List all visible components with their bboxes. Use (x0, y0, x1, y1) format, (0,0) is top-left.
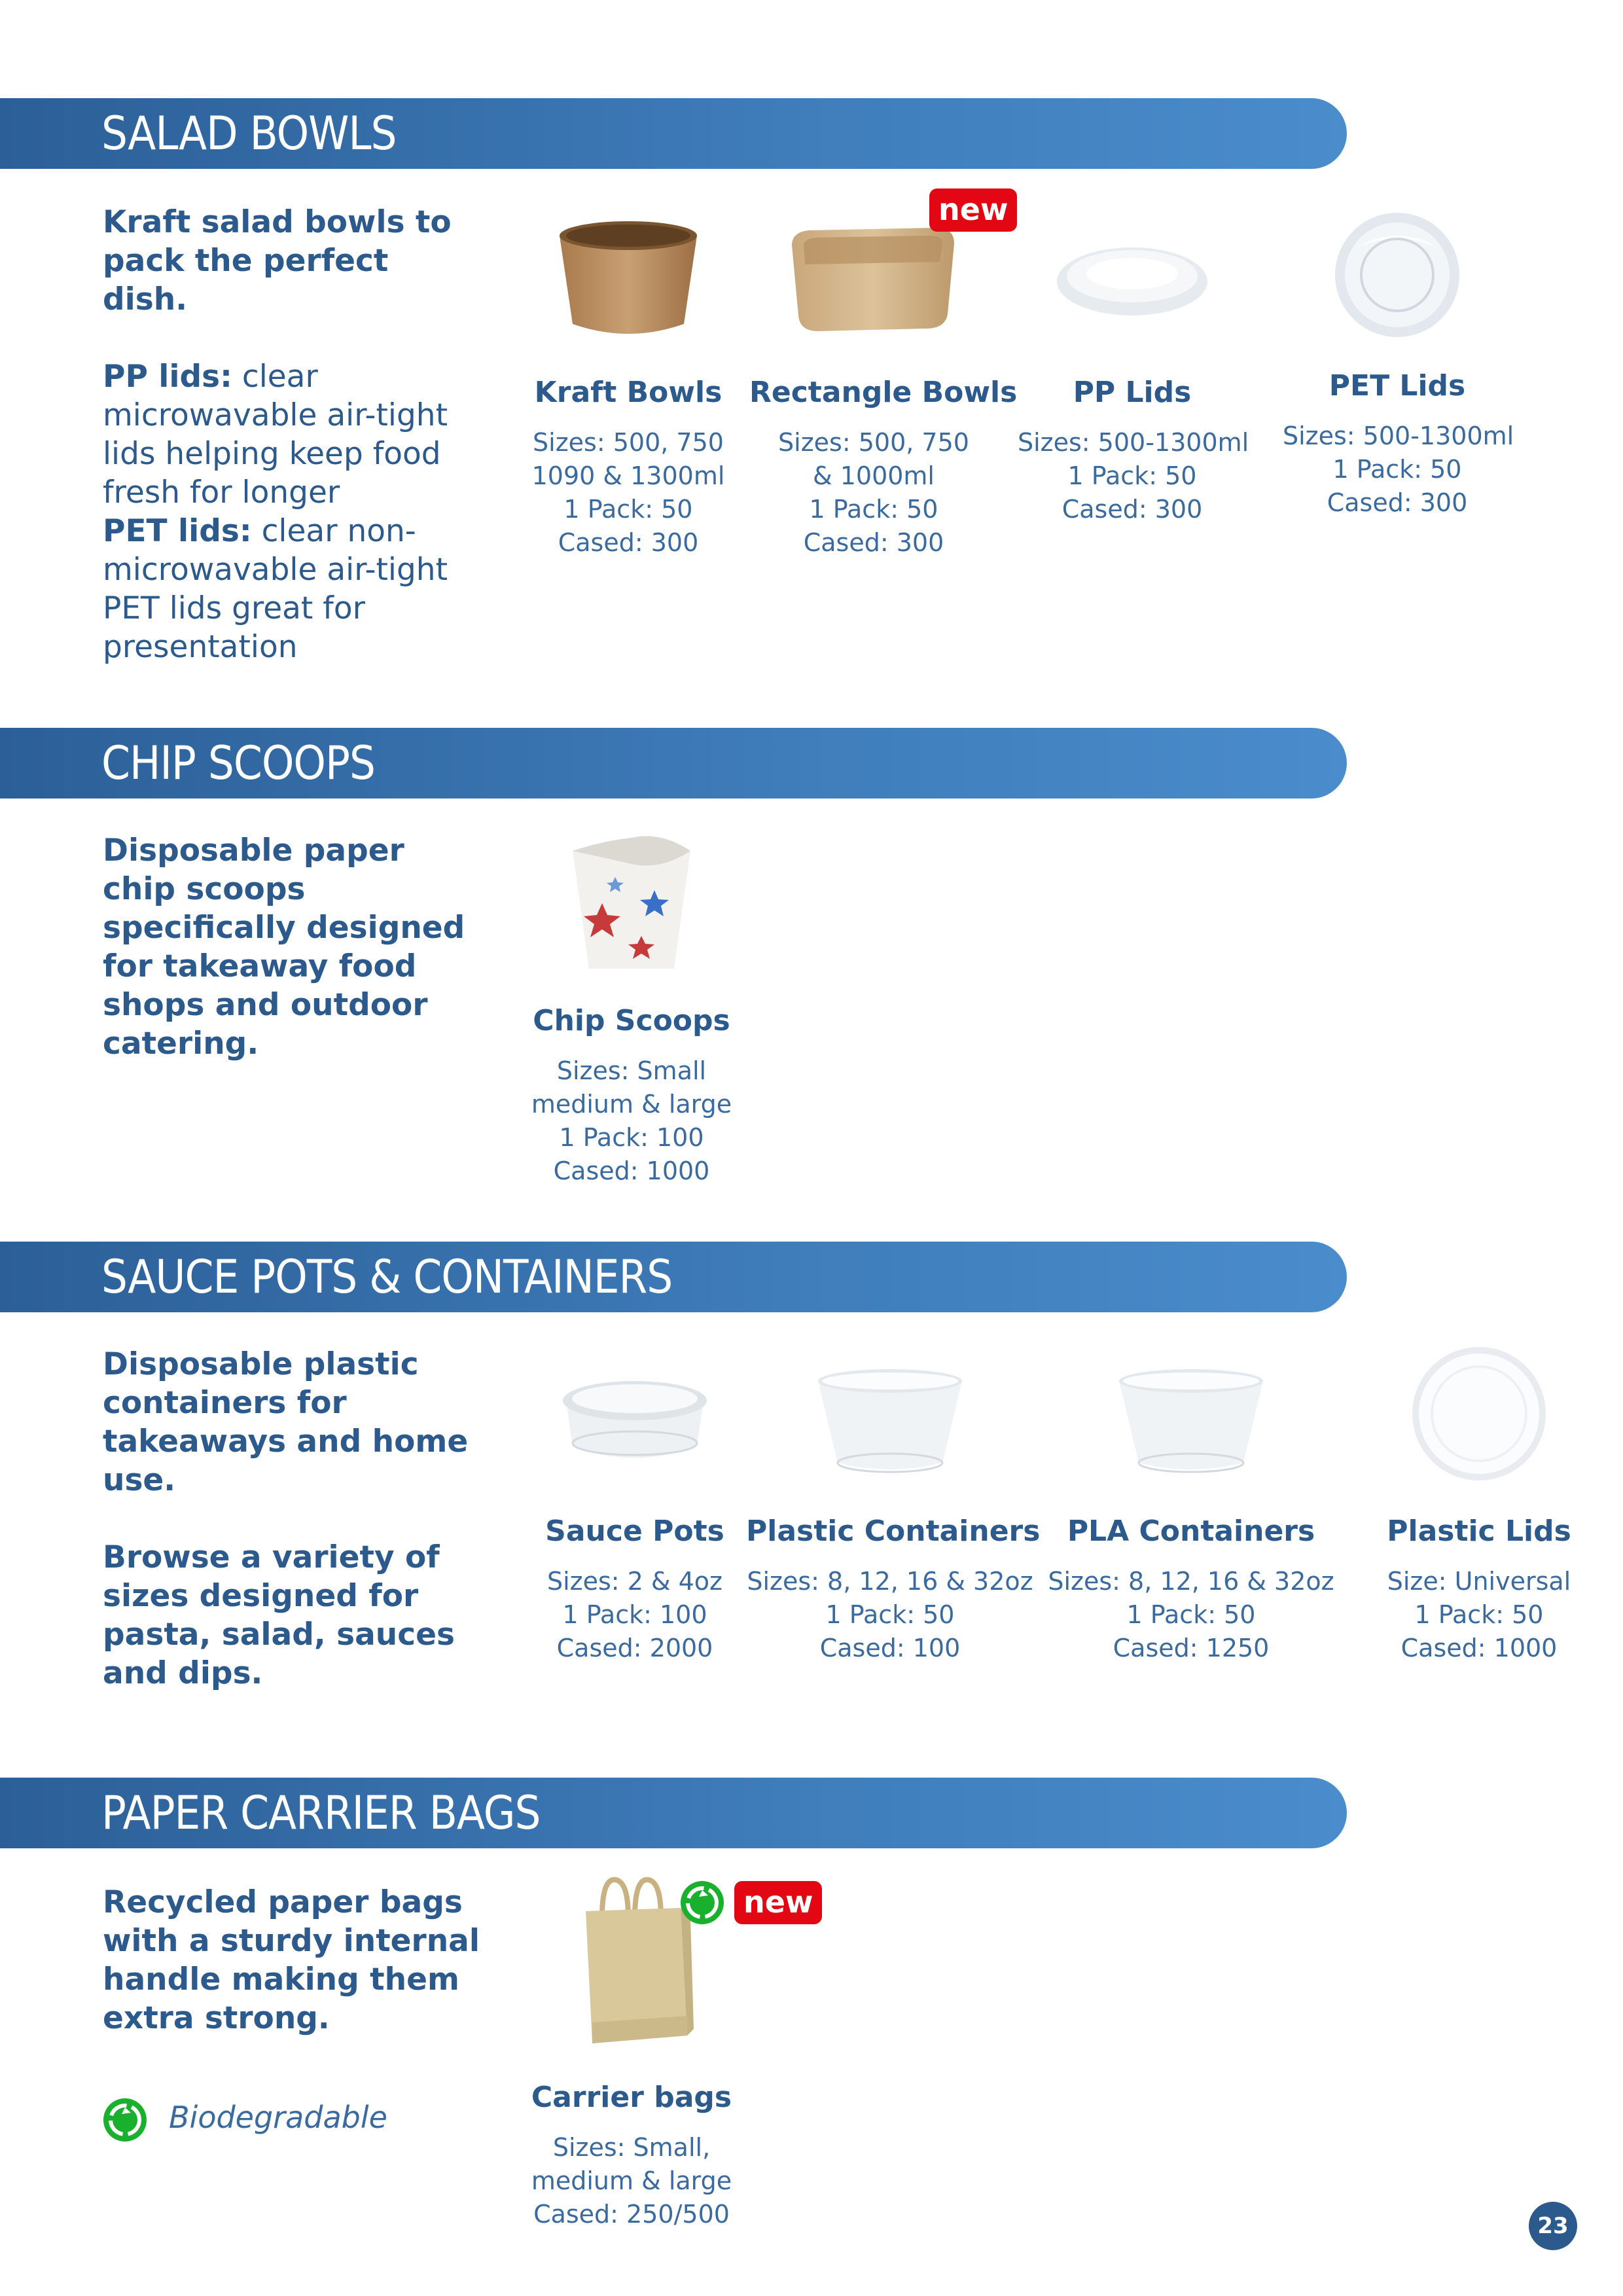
product-name: PET Lids (1329, 369, 1466, 403)
product-specs (510, 1054, 753, 1188)
sauce-pot-image (553, 1365, 717, 1476)
product-specs (510, 426, 746, 560)
spec-line: Cased: 1000 (1400, 1634, 1558, 1662)
spec-line: Size: Universal (1387, 1567, 1571, 1596)
product-name: Chip Scoops (533, 1004, 730, 1037)
salad-description (103, 203, 489, 666)
spec-line: 1 Pack: 50 (825, 1600, 955, 1629)
desc-line: with a sturdy internal (103, 1923, 480, 1959)
spec-line: 1 Pack: 50 (1414, 1600, 1544, 1629)
spec-line: Sizes: 500-1300ml (1018, 428, 1249, 457)
pp-lids-text: clear microwavable air-tight lids helping keep food fresh for longer (103, 359, 448, 511)
product-specs (1283, 420, 1512, 520)
product-name: PLA Containers (1067, 1515, 1315, 1548)
spec-line: Sizes: 2 & 4oz (546, 1567, 723, 1596)
product-specs (746, 1565, 1034, 1665)
desc-line: for takeaway food (103, 948, 417, 984)
pla-container-image (1109, 1365, 1273, 1476)
plastic-lid-image (1407, 1345, 1551, 1482)
pet-lids-text: clear non-microwavable air-tight PET lids great for presentation (103, 513, 448, 665)
pet-lids-label: PET lids: (103, 513, 252, 549)
salad-intro: Kraft salad bowls to pack the perfect dish. (103, 204, 452, 317)
spec-line: 1 Pack: 50 (1067, 461, 1197, 490)
rectangle-bowl-image (779, 216, 969, 340)
product-carrier-bags[interactable] (510, 1872, 753, 2231)
section-banner-paper-carrier-bags (0, 1778, 1347, 1848)
spec-line: 1090 & 1300ml (531, 461, 725, 490)
chip-description (103, 831, 489, 1063)
spec-line: Cased: 300 (803, 528, 944, 557)
recycle-leaf-icon (103, 2098, 147, 2142)
product-specs (1047, 1565, 1335, 1665)
desc-line: Recycled paper bags (103, 1884, 463, 1920)
spec-line: medium & large (531, 2166, 732, 2195)
spec-line: Cased: 300 (1061, 495, 1203, 524)
product-name: Sauce Pots (545, 1515, 724, 1548)
biodegradable-label: Biodegradable (169, 2100, 387, 2135)
spec-line: Sizes: Small, (552, 2133, 711, 2162)
product-specs (524, 1565, 746, 1665)
product-name: Plastic Containers (746, 1515, 1041, 1548)
desc-line: containers for (103, 1385, 347, 1421)
spec-line: Cased: 1000 (553, 1157, 710, 1185)
spec-line: 1 Pack: 50 (563, 495, 693, 524)
spec-line: Sizes: Small (556, 1056, 707, 1085)
product-rectangle-bowls[interactable] (749, 216, 1018, 560)
spec-line: Cased: 300 (1327, 488, 1468, 517)
desc-line: Disposable paper (103, 833, 404, 869)
desc-line: chip scoops (103, 871, 306, 907)
desc-line: takeaways and home (103, 1424, 469, 1460)
product-name: Kraft Bowls (534, 376, 722, 409)
spec-line: 1 Pack: 100 (562, 1600, 707, 1629)
desc-line: sizes designed for (103, 1578, 419, 1614)
pet-lid-image (1329, 209, 1466, 340)
spec-line: medium & large (531, 1090, 732, 1119)
product-plastic-lids[interactable] (1368, 1345, 1590, 1665)
section-banner-sauce-pots (0, 1242, 1347, 1312)
desc-line: pasta, salad, sauces (103, 1617, 455, 1653)
page-number: 23 (1529, 2202, 1577, 2250)
spec-line: 1 Pack: 100 (559, 1123, 704, 1152)
spec-line: Cased: 1250 (1113, 1634, 1270, 1662)
recycle-leaf-icon (681, 1881, 724, 1924)
new-badge: new (734, 1881, 822, 1924)
carrier-bag-image (563, 1872, 700, 2049)
product-name: Carrier bags (531, 2081, 732, 2114)
product-sauce-pots[interactable] (524, 1365, 746, 1665)
desc-line: catering. (103, 1026, 259, 1062)
product-specs (1018, 426, 1247, 526)
section-title: SALAD BOWLS (101, 107, 397, 160)
product-kraft-bowls[interactable] (510, 216, 746, 560)
spec-line: Sizes: 500-1300ml (1283, 422, 1514, 450)
spec-line: Sizes: 500, 750 (533, 428, 724, 457)
spec-line: Cased: 2000 (556, 1634, 713, 1662)
product-specs (1368, 1565, 1590, 1665)
spec-line: 1 Pack: 50 (809, 495, 938, 524)
section-title: SAUCE POTS & CONTAINERS (101, 1250, 673, 1304)
product-pp-lids[interactable] (1018, 216, 1247, 526)
product-plastic-containers[interactable] (746, 1365, 1041, 1665)
spec-line: Sizes: 8, 12, 16 & 32oz (1048, 1567, 1334, 1596)
section-banner-chip-scoops (0, 728, 1347, 798)
product-name: Plastic Lids (1387, 1515, 1571, 1548)
spec-line: 1 Pack: 50 (1126, 1600, 1256, 1629)
section-title: PAPER CARRIER BAGS (101, 1786, 541, 1840)
spec-line: & 1000ml (813, 461, 935, 490)
chip-scoop-image (563, 831, 700, 975)
spec-line: Cased: 250/500 (533, 2200, 730, 2229)
desc-line: handle making them (103, 1962, 459, 1998)
desc-line: and dips. (103, 1655, 263, 1691)
desc-line: Browse a variety of (103, 1539, 440, 1575)
spec-line: Cased: 100 (819, 1634, 961, 1662)
product-pet-lids[interactable] (1283, 209, 1512, 520)
desc-line: use. (103, 1462, 176, 1498)
product-name: Rectangle Bowls (749, 376, 1018, 409)
pp-lids-label: PP lids: (103, 359, 232, 395)
product-name: PP Lids (1073, 376, 1192, 409)
desc-line: extra strong. (103, 2000, 330, 2036)
bags-description (103, 1883, 489, 2037)
product-chip-scoops[interactable] (510, 831, 753, 1188)
spec-line: Sizes: 500, 750 (778, 428, 969, 457)
spec-line: 1 Pack: 50 (1332, 455, 1462, 484)
sauce-description (103, 1345, 489, 1693)
desc-line: shops and outdoor (103, 987, 428, 1023)
section-title: CHIP SCOOPS (101, 736, 375, 790)
product-specs (510, 2131, 753, 2231)
desc-line: specifically designed (103, 910, 465, 946)
pp-lid-image (1050, 216, 1214, 340)
section-banner-salad-bowls (0, 98, 1347, 169)
new-badge: new (929, 188, 1017, 232)
spec-line: Cased: 300 (558, 528, 699, 557)
desc-line: Disposable plastic (103, 1346, 419, 1382)
plastic-container-image (808, 1365, 972, 1476)
product-specs (749, 426, 998, 560)
kraft-bowl-image (550, 216, 707, 340)
product-pla-containers[interactable] (1047, 1365, 1335, 1665)
spec-line: Sizes: 8, 12, 16 & 32oz (747, 1567, 1033, 1596)
